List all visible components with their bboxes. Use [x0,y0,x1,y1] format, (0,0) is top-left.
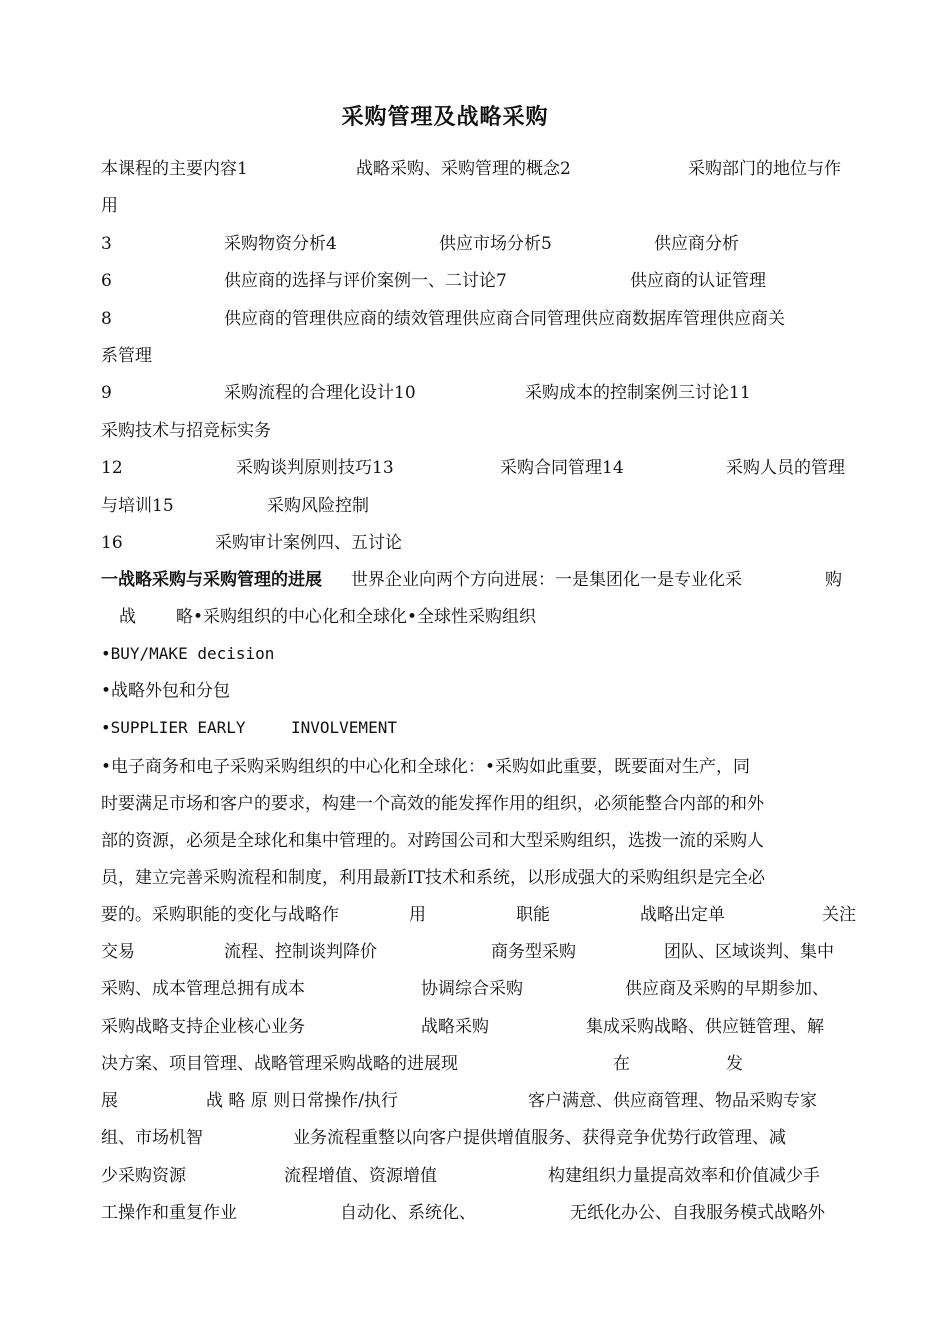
text-segment: 用 [101,196,118,216]
text-segment: 战 [119,607,136,627]
text-line [101,526,862,560]
text-segment: 采购谈判原则技巧13 [236,458,394,478]
text-segment: 关注 [822,905,856,925]
text-segment: 8 [101,309,112,329]
text-segment: 发 [726,1054,743,1074]
text-line [101,1047,862,1081]
text-segment: 购 [825,570,842,590]
text-line [101,376,862,410]
text-segment: 12 [101,458,123,478]
text-segment: 要的。采购职能的变化与战略作 [101,905,339,925]
text-segment: 战略出定单 [640,905,725,925]
text-segment: 一战略采购与采购管理的进展 [101,570,322,590]
text-segment: 略•采购组织的中心化和全球化•全球性采购组织 [176,607,537,627]
text-segment: 系管理 [101,346,152,366]
text-line [101,227,862,261]
text-line [101,600,862,634]
text-segment: 时要满足市场和客户的要求，构建一个高效的能发挥作用的组织，必须能整合内部的和外 [101,794,764,814]
text-line [101,861,862,895]
document-title: 采购管理及战略采购 [341,104,549,130]
text-segment: 业务流程重整以向客户提供增值服务、获得竞争优势行政管理、减 [293,1128,786,1148]
text-segment: 协调综合采购 [421,979,523,999]
text-segment: INVOLVEMENT [291,718,397,737]
text-line [101,451,862,485]
text-segment: 采购审计案例四、五讨论 [215,533,402,553]
text-line [101,1159,862,1193]
text-line [101,1121,862,1155]
text-segment: 供应商的管理供应商的绩效管理供应商合同管理供应商数据库管理供应商关 [224,309,785,329]
text-segment: 组、市场机智 [101,1128,203,1148]
text-segment: 战略采购、采购管理的概念2 [356,159,571,179]
text-segment: 采购人员的管理 [726,458,845,478]
text-segment: 流程、控制谈判降价 [224,942,377,962]
text-segment: 供应商及采购的早期参加、 [625,979,829,999]
text-segment: 采购流程的合理化设计10 [224,383,416,403]
text-segment: •SUPPLIER EARLY [101,718,246,737]
text-line [101,787,862,821]
text-segment: 采购部门的地位与作 [688,159,841,179]
text-segment: 决方案、项目管理、战略管理采购战略的进展现 [101,1054,458,1074]
text-line [101,935,862,969]
text-line [101,750,862,784]
text-segment: 战略采购 [421,1017,489,1037]
text-line [101,711,862,745]
text-line [101,637,862,671]
text-segment: 自动化、系统化、 [340,1203,476,1223]
text-segment: •BUY/MAKE decision [101,644,275,663]
text-line [101,339,862,373]
text-segment: 采购合同管理14 [500,458,624,478]
text-segment: 采购风险控制 [267,496,369,516]
text-segment: 工操作和重复作业 [101,1203,237,1223]
text-line [101,489,862,523]
text-line [101,898,862,932]
text-segment: 流程增值、资源增值 [284,1166,437,1186]
text-segment: 用 [409,905,426,925]
text-segment: 采购成本的控制案例三讨论11 [525,383,751,403]
text-line [101,302,862,336]
text-segment: 商务型采购 [491,942,576,962]
text-segment: •电子商务和电子采购采购组织的中心化和全球化：•采购如此重要，既要面对生产，同 [101,757,751,777]
text-segment: •战略外包和分包 [101,681,231,701]
text-line [101,414,862,448]
text-segment: 展 [101,1091,118,1111]
text-segment: 在 [613,1054,630,1074]
text-line [101,972,862,1006]
text-segment: 构建组织力量提高效率和价值减少手 [548,1166,820,1186]
text-line [101,674,862,708]
text-segment: 供应商分析 [654,234,739,254]
text-segment: 供应市场分析5 [439,234,552,254]
text-segment: 本课程的主要内容1 [101,159,248,179]
text-line [101,1196,862,1230]
text-segment: 供应商的选择与评价案例一、二讨论7 [224,271,507,291]
text-line [101,1084,862,1118]
text-segment: 员，建立完善采购流程和制度，利用最新IT技术和系统，以形成强大的采购组织是完全必 [101,868,766,888]
text-line [101,824,862,858]
text-segment: 采购、成本管理总拥有成本 [101,979,305,999]
text-segment: 6 [101,271,112,291]
text-segment: 供应商的认证管理 [630,271,766,291]
text-line [101,189,862,223]
text-line [101,563,862,597]
text-segment: 客户满意、供应商管理、物品采购专家 [528,1091,817,1111]
text-segment: 与培训15 [101,496,174,516]
text-segment: 少采购资源 [101,1166,186,1186]
text-segment: 交易 [101,942,135,962]
text-segment: 采购技术与招竞标实务 [101,421,271,441]
text-segment: 职能 [516,905,550,925]
text-segment: 战 略 原 则日常操作/执行 [206,1091,398,1111]
text-segment: 3 [101,234,112,254]
text-segment: 世界企业向两个方向进展：一是集团化一是专业化采 [351,570,742,590]
text-segment: 9 [101,383,112,403]
text-segment: 集成采购战略、供应链管理、解 [586,1017,824,1037]
text-line [101,1010,862,1044]
text-segment: 采购战略支持企业核心业务 [101,1017,305,1037]
text-segment: 部的资源，必须是全球化和集中管理的。对跨国公司和大型采购组织，选拨一流的采购人 [101,831,764,851]
text-segment: 16 [101,533,123,553]
text-segment: 团队、区域谈判、集中 [664,942,834,962]
text-line [101,264,862,298]
text-segment: 采购物资分析4 [224,234,337,254]
text-segment: 无纸化办公、自我服务模式战略外 [570,1203,825,1223]
text-line [101,152,862,186]
